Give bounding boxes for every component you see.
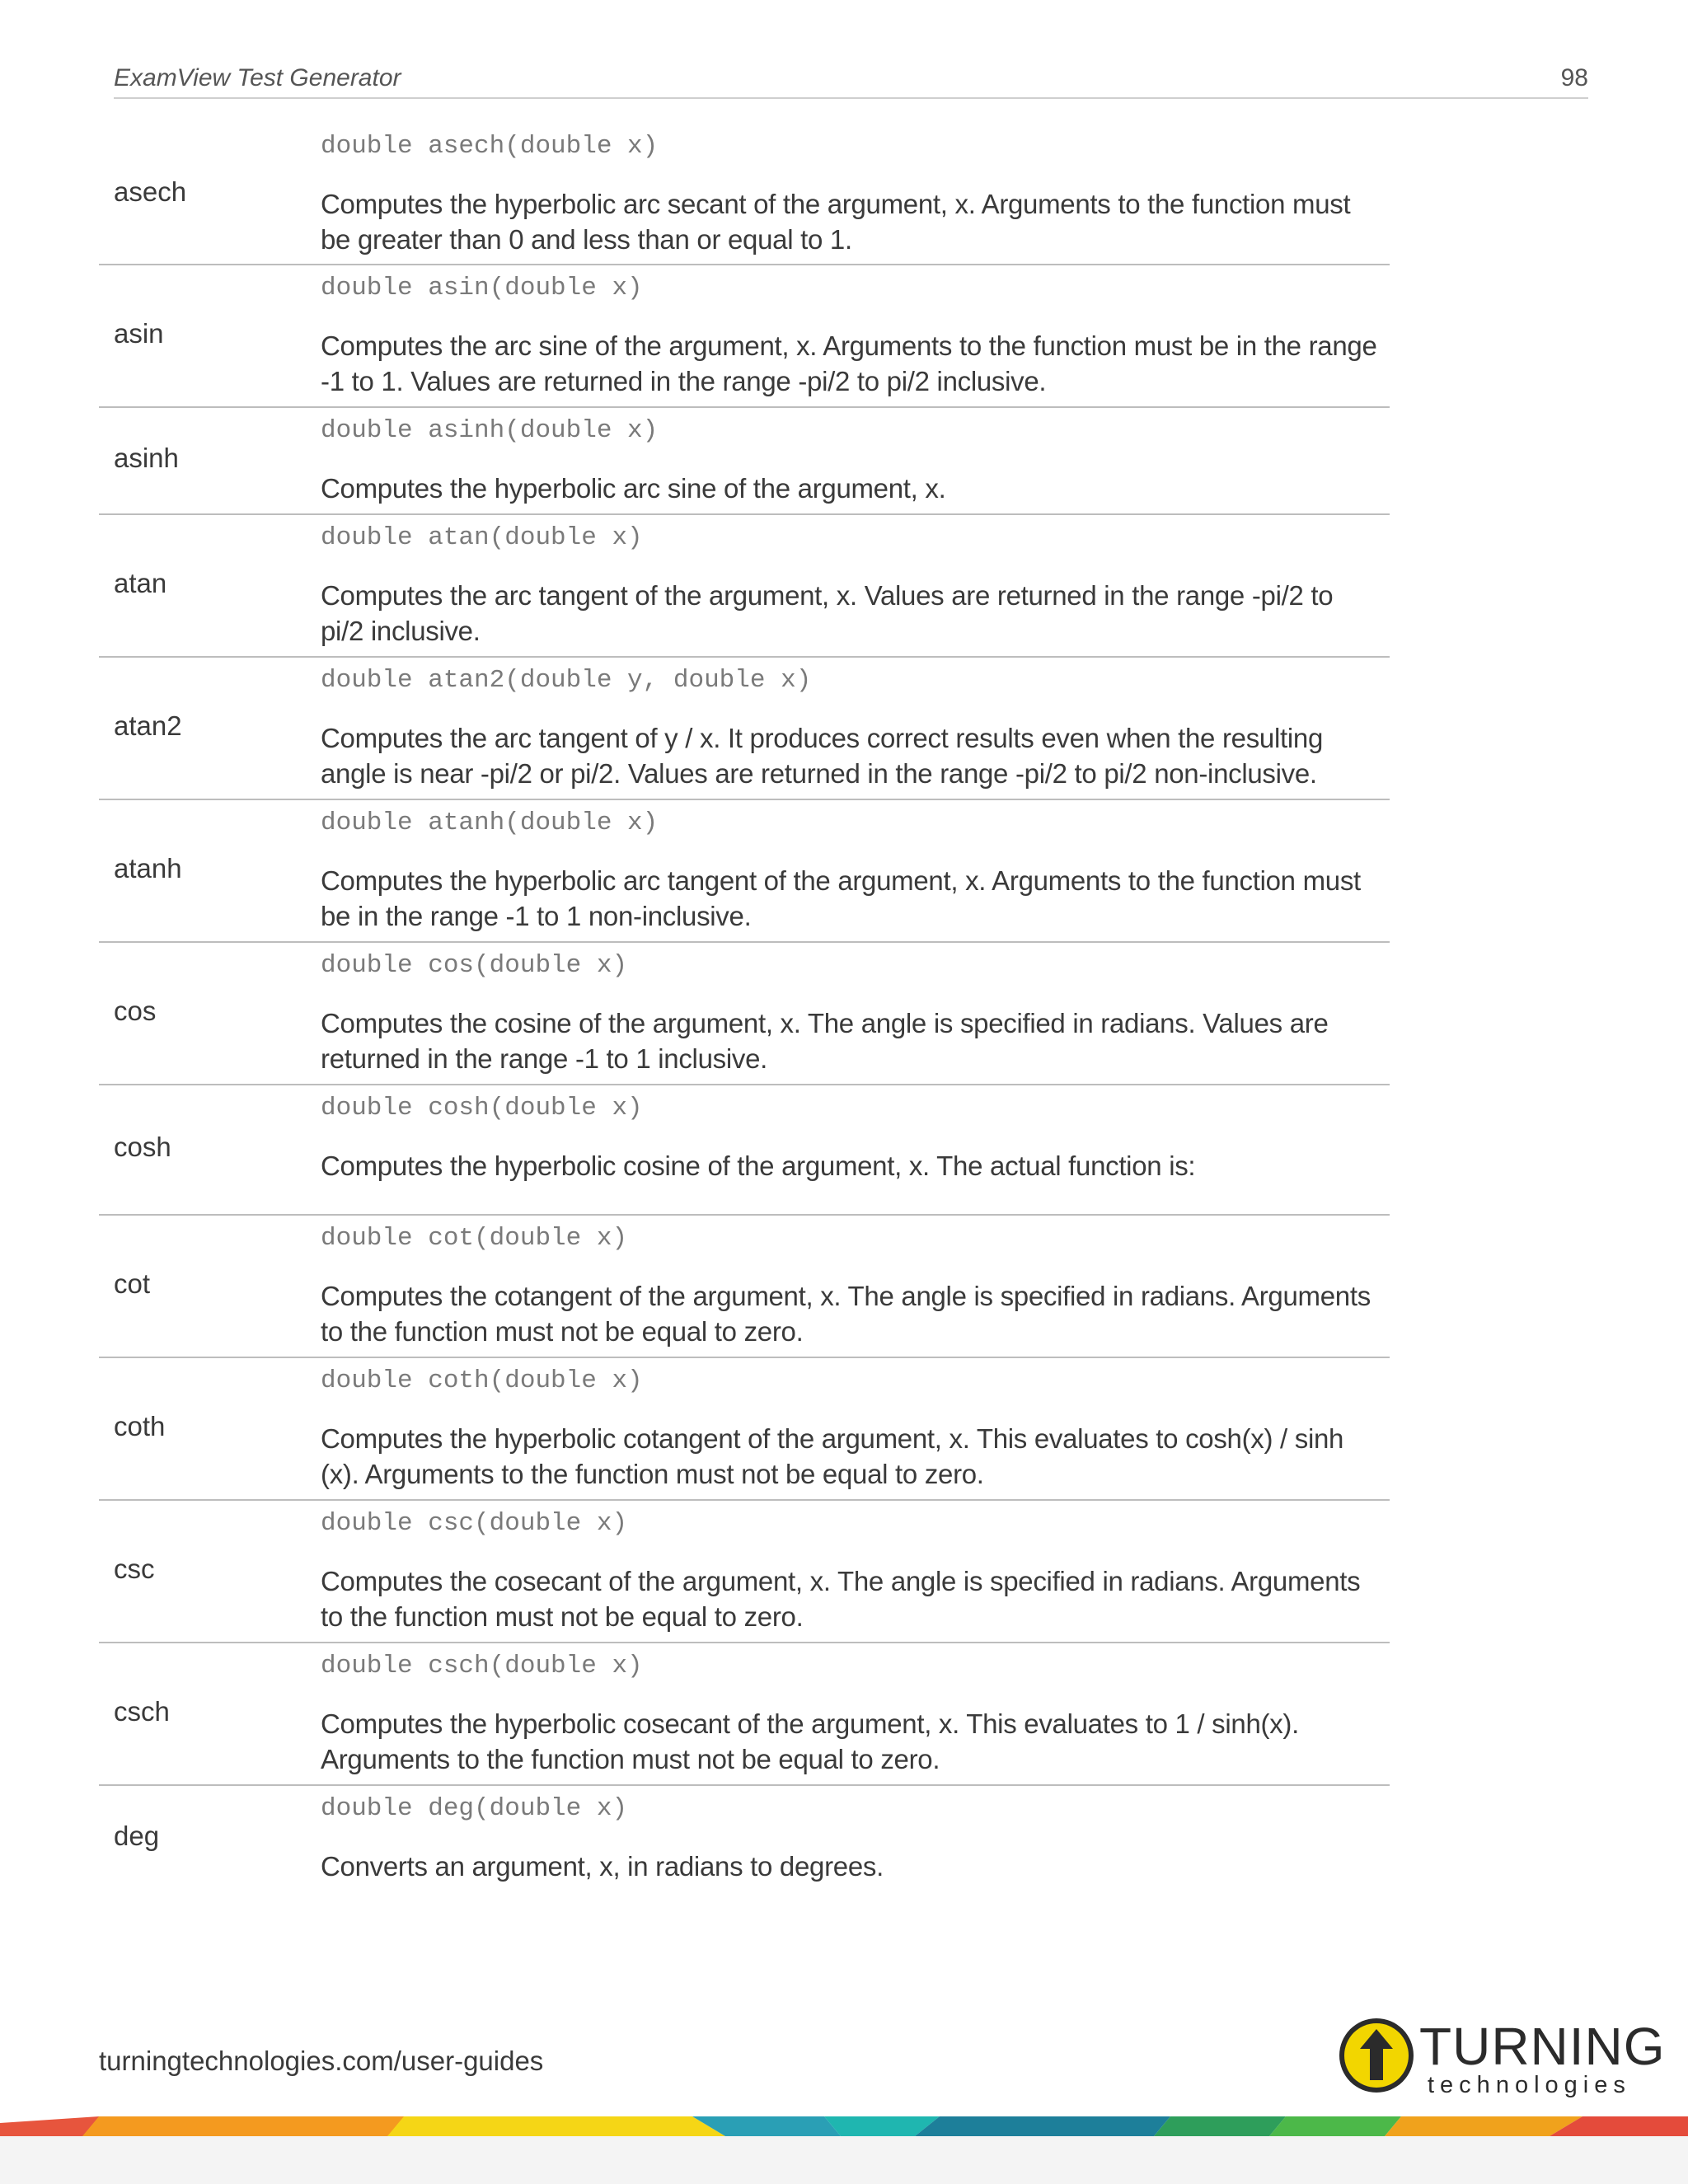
function-description: Computes the hyperbolic cotangent of the argument, x. This evaluates to cosh(x) / sinh (x). Arguments to the function must not be equal to zero.: [321, 1423, 1344, 1489]
function-row: [99, 408, 1390, 515]
function-signature: double atanh(double x): [321, 808, 659, 837]
function-description: Computes the cosine of the argument, x. The angle is specified in radians. Values are returned in the range -1 to 1 inclusive.: [321, 1008, 1329, 1074]
function-name: asin: [114, 318, 164, 349]
logo-wordmark: TURNING: [1419, 2017, 1666, 2076]
function-signature: double atan2(double y, double x): [321, 666, 812, 695]
function-signature: double cot(double x): [321, 1224, 628, 1253]
turning-logo-icon: [1337, 2016, 1416, 2095]
function-description: Computes the arc tangent of the argument, x. Values are returned in the range -pi/2 to pi/2 inclusive.: [321, 580, 1334, 646]
function-name: atan: [114, 568, 167, 598]
function-row: [99, 943, 1390, 1085]
function-row: [99, 658, 1390, 800]
function-signature: double deg(double x): [321, 1794, 628, 1823]
function-description: Computes the cosecant of the argument, x. The angle is specified in radians. Arguments to the function must not be equal to zero.: [321, 1566, 1361, 1632]
page-number: 98: [1560, 64, 1588, 91]
bottom-margin: [0, 2136, 1688, 2184]
function-signature: double csc(double x): [321, 1509, 628, 1538]
function-signature: double coth(double x): [321, 1366, 643, 1395]
function-description: Converts an argument, x, in radians to degrees.: [321, 1851, 884, 1882]
function-name: csch: [114, 1696, 170, 1727]
function-description: Computes the arc sine of the argument, x. Arguments to the function must be in the range -1 to 1. Values are returned in the range -pi/2 to pi/2 inclusive.: [321, 330, 1377, 396]
function-signature: double csch(double x): [321, 1652, 643, 1680]
function-table: [99, 124, 1390, 1893]
function-signature: double asech(double x): [321, 132, 659, 161]
function-name: cos: [114, 996, 157, 1026]
function-name: coth: [114, 1411, 166, 1441]
function-row: [99, 515, 1390, 658]
function-name: cot: [114, 1268, 151, 1299]
function-row: [99, 1643, 1390, 1786]
function-description: Computes the hyperbolic cosecant of the argument, x. This evaluates to 1 / sinh(x). Arguments to the function must not be equal to zero.: [321, 1708, 1299, 1774]
page-header: [114, 61, 1588, 99]
function-description: Computes the arc tangent of y / x. It produces correct results even when the resulting angle is near -pi/2 or pi/2. Values are returned in the range -pi/2 to pi/2 non-inclusive.: [321, 723, 1324, 789]
function-description: Computes the hyperbolic arc secant of the argument, x. Arguments to the function must be greater than 0 and less than or equal to 1.: [321, 189, 1351, 255]
function-row: [99, 1358, 1390, 1501]
function-name: atanh: [114, 853, 182, 883]
function-row: [99, 1216, 1390, 1358]
user-guides-link[interactable]: turningtechnologies.com/user-guides: [99, 2046, 544, 2076]
function-description: Computes the hyperbolic arc sine of the argument, x.: [321, 473, 946, 504]
function-name: cosh: [114, 1132, 171, 1162]
function-row: [99, 800, 1390, 943]
function-signature: double asinh(double x): [321, 416, 659, 445]
turning-technologies-logo: [1337, 2016, 1666, 2098]
function-name: csc: [114, 1554, 155, 1584]
function-name: atan2: [114, 710, 182, 741]
function-name: asinh: [114, 443, 179, 473]
logo-subtitle: technologies: [1428, 2072, 1631, 2098]
function-description: Computes the hyperbolic arc tangent of the argument, x. Arguments to the function must be in the range -1 to 1 non-inclusive.: [321, 865, 1361, 931]
function-row: [99, 265, 1390, 408]
function-name: deg: [114, 1821, 160, 1851]
function-row: [99, 1501, 1390, 1643]
function-signature: double cosh(double x): [321, 1094, 643, 1122]
function-row: [99, 1786, 1390, 1893]
function-signature: double cos(double x): [321, 951, 628, 980]
function-signature: double asin(double x): [321, 274, 643, 302]
function-row: [99, 1085, 1390, 1216]
function-description: Computes the cotangent of the argument, x. The angle is specified in radians. Arguments to the function must not be equal to zero.: [321, 1281, 1371, 1347]
decorative-color-stripe: [0, 2115, 1688, 2136]
document-title: ExamView Test Generator: [114, 64, 401, 91]
function-row: [99, 124, 1390, 265]
function-signature: double atan(double x): [321, 523, 643, 552]
function-description: Computes the hyperbolic cosine of the argument, x. The actual function is:: [321, 1151, 1196, 1181]
function-name: asech: [114, 176, 187, 207]
